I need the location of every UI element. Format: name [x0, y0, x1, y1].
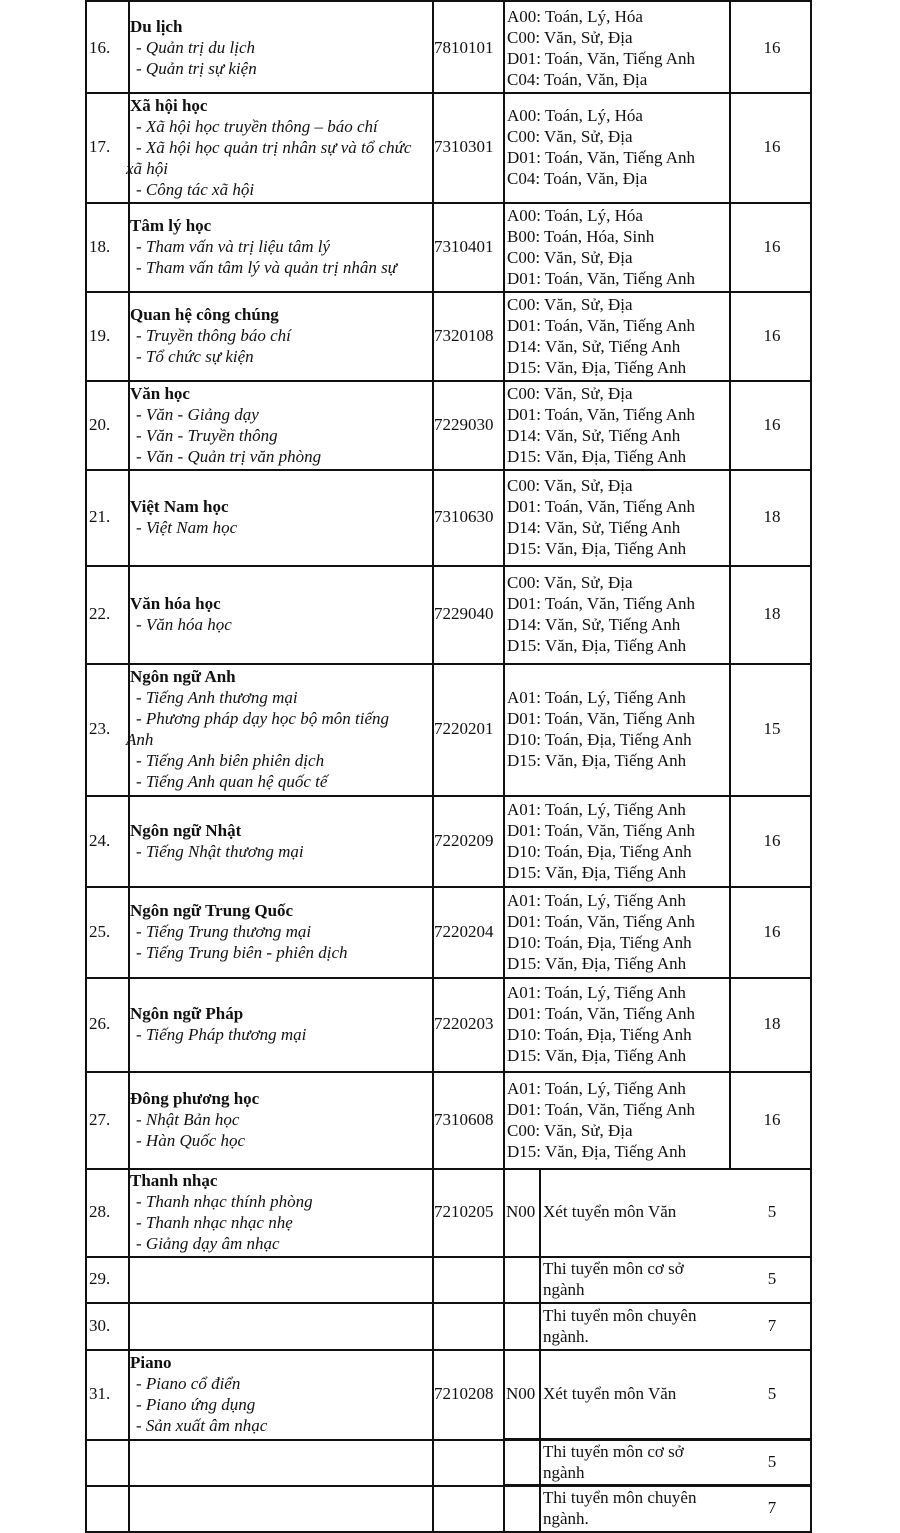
program-sub-item: - Piano ứng dụng: [136, 1395, 256, 1414]
row-divider: [85, 795, 812, 797]
subject-combo: C04: Toán, Văn, Địa: [507, 69, 648, 89]
row-number: 19.: [89, 325, 111, 345]
subject-combo: C00: Văn, Sử, Địa: [507, 573, 633, 592]
program-sub-item: - Truyền thông báo chí: [136, 326, 291, 345]
program-sub-item: - Tiếng Nhật thương mại: [136, 841, 304, 861]
subject-combo: D01: Toán, Văn, Tiếng Anh: [507, 594, 696, 613]
row-divider: [85, 469, 812, 471]
admission-method: Xét tuyển môn Văn: [543, 1202, 677, 1221]
program-sub-item: - Thanh nhạc thính phòng: [136, 1192, 313, 1211]
program-code: 7310301: [434, 137, 494, 156]
subject-combo: C00: Văn, Sử, Địa: [507, 27, 633, 47]
subject-combo: D10: Toán, Địa, Tiếng Anh: [507, 730, 692, 749]
program-sub-item: - Văn hóa học: [136, 615, 232, 634]
row-divider: [85, 0, 812, 2]
program-sub-item: - Văn - Quản trị văn phòng: [136, 446, 322, 466]
program-sub-item: - Thanh nhạc nhạc nhẹ: [136, 1213, 293, 1232]
row-number: 27.: [89, 1109, 111, 1129]
grid-line: [729, 0, 731, 1168]
min-score: 16: [763, 325, 781, 345]
subject-combo: D01: Toán, Văn, Tiếng Anh: [507, 1004, 696, 1023]
subject-combo: D15: Văn, Địa, Tiếng Anh: [507, 751, 687, 770]
program-sub-item: - Văn - Giảng dạy: [136, 404, 259, 424]
subject-combo: D01: Toán, Văn, Tiếng Anh: [507, 268, 696, 288]
subject-combo: D10: Toán, Địa, Tiếng Anh: [507, 841, 692, 861]
subject-combo: C00: Văn, Sử, Địa: [507, 1120, 633, 1140]
program-sub-item: - Hàn Quốc học: [136, 1131, 246, 1150]
row-divider: [85, 202, 812, 204]
subject-combo: A01: Toán, Lý, Tiếng Anh: [507, 983, 686, 1002]
subject-combo: D01: Toán, Văn, Tiếng Anh: [507, 48, 696, 68]
program-sub-item: - Tiếng Trung biên - phiên dịch: [136, 943, 348, 962]
admission-method-cont: ngành: [543, 1463, 585, 1482]
subject-combo: B00: Toán, Hóa, Sinh: [507, 226, 655, 246]
program-code: 7220209: [434, 830, 494, 850]
program-sub-item: - Phương pháp dạy học bộ môn tiếng: [136, 709, 389, 728]
subject-combo: D01: Toán, Văn, Tiếng Anh: [507, 148, 696, 167]
min-score: 16: [763, 236, 781, 256]
subject-combo: D15: Văn, Địa, Tiếng Anh: [507, 636, 687, 655]
program-code: 7210208: [434, 1384, 494, 1403]
subject-combo: A01: Toán, Lý, Tiếng Anh: [507, 799, 686, 819]
subject-combo: A01: Toán, Lý, Tiếng Anh: [507, 890, 686, 910]
program-title: Ngôn ngữ Anh: [130, 667, 236, 686]
min-score: 16: [763, 137, 781, 156]
subject-combo: D01: Toán, Văn, Tiếng Anh: [507, 820, 696, 840]
subject-combo: A01: Toán, Lý, Tiếng Anh: [507, 1078, 686, 1098]
program-title: Văn học: [130, 383, 190, 403]
row-number: 31.: [89, 1384, 111, 1403]
program-sub-item: - Sản xuất âm nhạc: [136, 1416, 268, 1435]
min-score: 16: [763, 414, 781, 434]
row-divider: [503, 1438, 812, 1440]
program-sub-item: - Quản trị du lịch: [136, 38, 255, 57]
program-title: Piano: [130, 1353, 172, 1372]
program-sub-item: - Tổ chức sự kiện: [136, 347, 254, 366]
program-code: 7220204: [434, 921, 494, 941]
exam-group: N00: [506, 1384, 536, 1403]
program-title: Đông phương học: [130, 1089, 260, 1108]
subject-combo: D01: Toán, Văn, Tiếng Anh: [507, 1099, 696, 1119]
row-number: 20.: [89, 414, 111, 434]
subject-combo: D01: Toán, Văn, Tiếng Anh: [507, 404, 696, 424]
program-sub-item: Anh: [126, 730, 154, 749]
min-score: 16: [763, 830, 781, 850]
min-score: 18: [763, 507, 781, 526]
program-code: 7220203: [434, 1014, 494, 1033]
admission-method: Thi tuyển môn chuyên: [543, 1488, 697, 1507]
program-code: 7210205: [434, 1202, 494, 1221]
min-score: 16: [763, 921, 781, 941]
subject-combo: D01: Toán, Văn, Tiếng Anh: [507, 315, 696, 335]
subject-combo: C04: Toán, Văn, Địa: [507, 169, 648, 188]
row-number: 28.: [89, 1202, 111, 1221]
exam-group: N00: [506, 1202, 536, 1221]
min-score: 5: [767, 1202, 777, 1221]
subject-combo: C00: Văn, Sử, Địa: [507, 383, 633, 403]
program-title: Du lịch: [130, 17, 183, 36]
row-divider: [85, 1256, 812, 1258]
subject-combo: D14: Văn, Sử, Tiếng Anh: [507, 425, 681, 445]
row-divider: [85, 1071, 812, 1073]
min-score: 15: [763, 719, 781, 738]
subject-combo: A01: Toán, Lý, Tiếng Anh: [507, 688, 686, 707]
subject-combo: D01: Toán, Văn, Tiếng Anh: [507, 497, 696, 516]
subject-combo: D15: Văn, Địa, Tiếng Anh: [507, 1141, 687, 1161]
row-divider: [85, 565, 812, 567]
program-code: 7220201: [434, 719, 494, 738]
program-title: Ngôn ngữ Nhật: [130, 820, 242, 840]
program-title: Ngôn ngữ Trung Quốc: [130, 901, 294, 920]
subject-combo: D01: Toán, Văn, Tiếng Anh: [507, 709, 696, 728]
subject-combo: D15: Văn, Địa, Tiếng Anh: [507, 539, 687, 558]
program-code: 7310401: [434, 236, 494, 256]
subject-combo: D15: Văn, Địa, Tiếng Anh: [507, 1046, 687, 1065]
subject-combo: C00: Văn, Sử, Địa: [507, 476, 633, 495]
min-score: 5: [767, 1269, 777, 1288]
row-divider: [85, 886, 812, 888]
admission-method: Thi tuyển môn chuyên: [543, 1305, 697, 1325]
program-sub-item: - Tham vấn tâm lý và quản trị nhân sự: [136, 258, 397, 277]
subject-combo: D14: Văn, Sử, Tiếng Anh: [507, 336, 681, 356]
program-title: Tâm lý học: [130, 216, 212, 235]
min-score: 5: [767, 1452, 777, 1471]
program-sub-item: - Nhật Bản học: [136, 1110, 240, 1129]
program-title: Xã hội học: [130, 95, 208, 115]
program-code: 7229040: [434, 604, 494, 623]
program-sub-item: - Piano cổ điển: [136, 1374, 241, 1393]
admission-method-cont: ngành.: [543, 1509, 589, 1528]
row-number: 22.: [89, 604, 111, 623]
row-number: 21.: [89, 507, 111, 526]
subject-combo: C00: Văn, Sử, Địa: [507, 127, 633, 146]
program-sub-item: - Tiếng Anh biên phiên dịch: [136, 751, 325, 770]
program-sub-item: - Tiếng Anh thương mại: [136, 688, 298, 707]
subject-combo: D10: Toán, Địa, Tiếng Anh: [507, 1025, 692, 1044]
subject-combo: D15: Văn, Địa, Tiếng Anh: [507, 357, 687, 377]
program-sub-item: - Việt Nam học: [136, 518, 238, 537]
row-number: 24.: [89, 830, 111, 850]
admission-method: Thi tuyển môn cơ sở: [543, 1442, 684, 1461]
program-sub-item: - Văn - Truyền thông: [136, 425, 278, 445]
program-title: Thanh nhạc: [130, 1171, 218, 1190]
min-score: 5: [767, 1384, 777, 1403]
row-number: 18.: [89, 236, 111, 256]
program-sub-item: - Giảng dạy âm nhạc: [136, 1234, 280, 1253]
subject-combo: A00: Toán, Lý, Hóa: [507, 6, 643, 26]
subject-combo: D14: Văn, Sử, Tiếng Anh: [507, 518, 681, 537]
program-code: 7310630: [434, 507, 494, 526]
row-number: 23.: [89, 719, 111, 738]
subject-combo: D15: Văn, Địa, Tiếng Anh: [507, 862, 687, 882]
row-number: 26.: [89, 1014, 111, 1033]
row-number: 16.: [89, 37, 111, 57]
subject-combo: D10: Toán, Địa, Tiếng Anh: [507, 932, 692, 952]
subject-combo: D01: Toán, Văn, Tiếng Anh: [507, 911, 696, 931]
min-score: 18: [763, 604, 781, 623]
program-sub-item: - Tiếng Anh quan hệ quốc tế: [136, 772, 328, 791]
admission-method-cont: ngành: [543, 1280, 585, 1299]
row-divider: [85, 977, 812, 979]
min-score: 16: [763, 37, 781, 57]
subject-combo: C00: Văn, Sử, Địa: [507, 247, 633, 267]
subject-combo: D15: Văn, Địa, Tiếng Anh: [507, 446, 687, 466]
min-score: 16: [763, 1109, 781, 1129]
admission-method-cont: ngành.: [543, 1326, 589, 1346]
row-number: 17.: [89, 137, 111, 156]
subject-combo: D14: Văn, Sử, Tiếng Anh: [507, 615, 681, 634]
subject-combo: D15: Văn, Địa, Tiếng Anh: [507, 953, 687, 973]
program-title: Việt Nam học: [130, 497, 229, 516]
program-sub-item: xã hội: [126, 158, 169, 178]
admission-method: Xét tuyển môn Văn: [543, 1384, 677, 1403]
program-sub-item: - Tiếng Trung thương mại: [136, 922, 312, 941]
subject-combo: A00: Toán, Lý, Hóa: [507, 106, 643, 125]
row-number: 25.: [89, 921, 111, 941]
row-divider: [503, 1484, 812, 1486]
program-sub-item: - Quản trị sự kiện: [136, 59, 257, 78]
program-code: 7310608: [434, 1109, 494, 1129]
program-sub-item: - Xã hội học quản trị nhân sự và tổ chức: [136, 137, 412, 157]
program-code: 7229030: [434, 414, 494, 434]
row-divider: [85, 291, 812, 293]
program-sub-item: - Xã hội học truyền thông – báo chí: [136, 116, 378, 136]
subject-combo: A00: Toán, Lý, Hóa: [507, 205, 643, 225]
program-sub-item: - Tham vấn và trị liệu tâm lý: [136, 237, 331, 256]
program-code: 7810101: [434, 37, 494, 57]
subject-combo: C00: Văn, Sử, Địa: [507, 294, 633, 314]
min-score: 7: [767, 1315, 777, 1335]
min-score: 7: [767, 1498, 777, 1517]
row-divider: [85, 1302, 812, 1304]
program-sub-item: - Tiếng Pháp thương mại: [136, 1025, 307, 1044]
row-divider: [85, 663, 812, 665]
program-title: Quan hệ công chúng: [130, 305, 279, 324]
program-sub-item: - Công tác xã hội: [136, 179, 255, 199]
row-divider: [85, 1349, 812, 1351]
admission-method: Thi tuyển môn cơ sở: [543, 1259, 684, 1278]
program-title: Ngôn ngữ Pháp: [130, 1004, 244, 1023]
row-divider: [85, 380, 812, 382]
min-score: 18: [763, 1014, 781, 1033]
program-code: 7320108: [434, 325, 494, 345]
row-number: 30.: [89, 1315, 111, 1335]
program-title: Văn hóa học: [130, 594, 221, 613]
row-number: 29.: [89, 1269, 111, 1288]
